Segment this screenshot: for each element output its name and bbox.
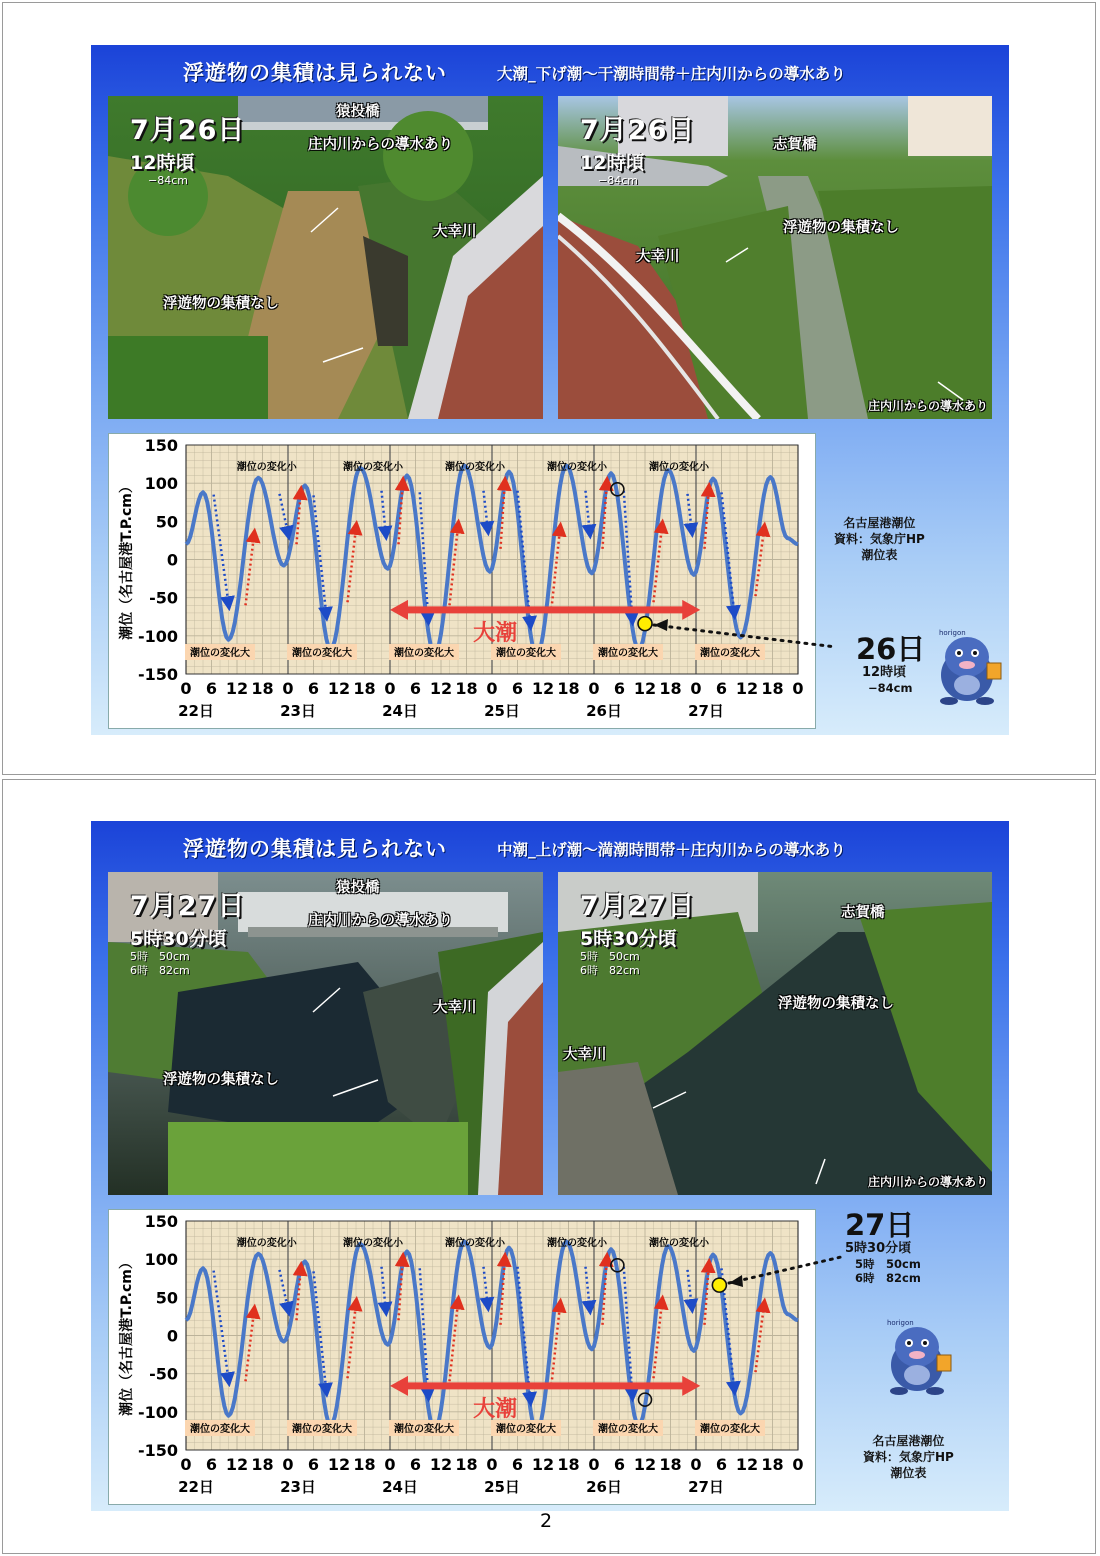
- mascot-icon: [931, 623, 1009, 705]
- photo-time: 12時頃: [580, 152, 645, 174]
- small-change-label: 潮位の変化小: [343, 462, 403, 473]
- x-tick-label: 18: [557, 679, 580, 698]
- x-tick-label: 0: [486, 679, 498, 698]
- x-tick-label: 6: [307, 679, 320, 698]
- x-tick-label: 12: [327, 679, 351, 698]
- large-change-label: 潮位の変化大: [598, 648, 658, 659]
- small-change-label: 潮位の変化小: [649, 462, 709, 473]
- x-tick-label: 0: [384, 1455, 396, 1474]
- time-callout: [845, 1209, 921, 1285]
- small-change-label: 潮位の変化小: [547, 1238, 607, 1249]
- x-tick-label: 0: [792, 1455, 804, 1474]
- x-tick-label: 6: [205, 1455, 218, 1474]
- large-change-label: 潮位の変化大: [598, 1424, 658, 1435]
- x-tick-label: 18: [251, 1455, 274, 1474]
- photo-tide-reading: 5時 50cm: [130, 950, 190, 963]
- photo-time: 12時頃: [130, 152, 195, 174]
- x-day-label: 26日: [586, 702, 622, 720]
- inflow-label: 庄内川からの導水あり: [868, 399, 989, 413]
- large-change-label: 潮位の変化大: [292, 1424, 352, 1435]
- x-day-label: 27日: [688, 702, 724, 720]
- x-day-label: 26日: [586, 1478, 622, 1496]
- callout-time: 12時頃: [862, 665, 907, 680]
- debris-note-label: 浮遊物の集積なし: [783, 220, 899, 236]
- photo-tide-reading: 5時 50cm: [580, 950, 640, 963]
- spring-tide-label: 大潮: [473, 620, 518, 646]
- x-day-label: 24日: [382, 1478, 418, 1496]
- x-tick-label: 0: [588, 679, 600, 698]
- x-tick-label: 12: [225, 679, 249, 698]
- x-tick-label: 12: [531, 679, 555, 698]
- x-tick-label: 6: [307, 1455, 320, 1474]
- x-tick-label: 12: [633, 1455, 657, 1474]
- y-tick-label: 100: [144, 474, 178, 494]
- y-tick-label: -100: [137, 1402, 178, 1422]
- page-number: 2: [540, 1510, 553, 1532]
- x-tick-label: 6: [205, 679, 218, 698]
- debris-note-label: 浮遊物の集積なし: [778, 996, 894, 1012]
- small-change-label: 潮位の変化小: [445, 462, 505, 473]
- x-day-label: 27日: [688, 1478, 724, 1496]
- inflow-label: 庄内川からの導水あり: [308, 137, 453, 153]
- y-tick-label: -150: [137, 665, 178, 684]
- x-tick-label: 12: [429, 679, 453, 698]
- debris-note-label: 浮遊物の集積なし: [163, 296, 279, 312]
- large-change-label: 潮位の変化大: [190, 1424, 250, 1435]
- large-change-label: 潮位の変化大: [700, 648, 760, 659]
- slide-title: 浮遊物の集積は見られない: [183, 837, 447, 861]
- large-change-label: 潮位の変化大: [394, 1424, 454, 1435]
- horigon-mascot: [931, 623, 1009, 705]
- x-tick-label: 18: [353, 679, 376, 698]
- x-tick-label: 12: [735, 679, 759, 698]
- river-label: 大幸川: [563, 1047, 607, 1063]
- x-tick-label: 18: [659, 679, 682, 698]
- bridge-label: 猿投橋: [336, 880, 380, 896]
- y-tick-label: 100: [144, 1250, 178, 1270]
- bridge-label: 志賀橋: [841, 905, 885, 921]
- mascot-label: horigon: [887, 1319, 914, 1327]
- x-tick-label: 6: [613, 1455, 626, 1474]
- x-tick-label: 0: [588, 1455, 600, 1474]
- slide-2: [91, 821, 1009, 1511]
- slide-1: [91, 45, 1009, 735]
- slide-subtitle: 中潮_上げ潮～満潮時間帯＋庄内川からの導水あり: [497, 841, 846, 859]
- mascot-label: horigon: [939, 629, 966, 637]
- callout-time: 5時30分頃: [845, 1241, 912, 1256]
- x-tick-label: 0: [690, 1455, 702, 1474]
- photo-date: 7月26日: [580, 115, 696, 146]
- photo-date: 7月26日: [130, 115, 246, 146]
- x-tick-label: 6: [409, 679, 422, 698]
- callout-day: 26日: [856, 632, 926, 666]
- x-tick-label: 18: [761, 679, 784, 698]
- y-tick-label: -150: [137, 1441, 178, 1460]
- x-tick-label: 6: [613, 679, 626, 698]
- x-tick-label: 6: [511, 1455, 524, 1474]
- x-tick-label: 6: [715, 1455, 728, 1474]
- x-day-label: 25日: [484, 1478, 520, 1496]
- photo-date: 7月27日: [130, 891, 246, 922]
- x-tick-label: 0: [792, 679, 804, 698]
- source-line: 名古屋港潮位: [843, 516, 916, 530]
- source-note: [863, 1433, 954, 1481]
- x-tick-label: 0: [384, 679, 396, 698]
- small-change-label: 潮位の変化小: [236, 1238, 297, 1249]
- x-tick-label: 18: [251, 679, 274, 698]
- y-tick-label: 150: [144, 1212, 178, 1231]
- small-change-label: 潮位の変化小: [343, 1238, 403, 1249]
- bridge-label: 志賀橋: [773, 137, 817, 153]
- x-tick-label: 0: [690, 679, 702, 698]
- river-label: 大幸川: [433, 224, 477, 240]
- x-tick-label: 18: [455, 1455, 478, 1474]
- river-label: 大幸川: [433, 1000, 477, 1016]
- small-change-label: 潮位の変化小: [649, 1238, 709, 1249]
- x-tick-label: 6: [715, 679, 728, 698]
- y-tick-label: 50: [155, 1288, 178, 1308]
- x-tick-label: 0: [282, 1455, 294, 1474]
- river-label: 大幸川: [636, 249, 680, 265]
- small-change-label: 潮位の変化小: [236, 462, 297, 473]
- debris-note-label: 浮遊物の集積なし: [163, 1072, 279, 1088]
- inflow-label: 庄内川からの導水あり: [308, 913, 453, 929]
- mascot-icon: [883, 1315, 961, 1397]
- x-tick-label: 18: [353, 1455, 376, 1474]
- y-tick-label: -50: [149, 588, 178, 608]
- source-line: 潮位表: [890, 1466, 927, 1480]
- large-change-label: 潮位の変化大: [394, 648, 454, 659]
- slide-title: 浮遊物の集積は見られない: [183, 61, 447, 85]
- x-tick-label: 6: [409, 1455, 422, 1474]
- x-day-label: 23日: [280, 702, 316, 720]
- source-line: 資料：気象庁HP: [863, 1450, 954, 1464]
- x-tick-label: 12: [531, 1455, 555, 1474]
- x-tick-label: 12: [327, 1455, 351, 1474]
- large-change-label: 潮位の変化大: [292, 648, 352, 659]
- x-day-label: 23日: [280, 1478, 316, 1496]
- large-change-label: 潮位の変化大: [496, 1424, 556, 1435]
- x-tick-label: 0: [486, 1455, 498, 1474]
- x-tick-label: 18: [659, 1455, 682, 1474]
- source-line: 資料：気象庁HP: [834, 532, 925, 546]
- x-tick-label: 0: [180, 679, 192, 698]
- photo-tide-reading: 6時 82cm: [130, 964, 190, 977]
- y-tick-label: 0: [166, 1326, 178, 1346]
- slide-subtitle: 大潮_下げ潮～干潮時間帯＋庄内川からの導水あり: [497, 65, 846, 83]
- x-tick-label: 18: [455, 679, 478, 698]
- callout-tide: 6時 82cm: [855, 1271, 921, 1285]
- x-tick-label: 0: [180, 1455, 192, 1474]
- x-day-label: 24日: [382, 702, 418, 720]
- time-callout: [856, 633, 925, 695]
- y-tick-label: 0: [166, 550, 178, 570]
- x-tick-label: 0: [282, 679, 294, 698]
- source-line: 潮位表: [861, 548, 898, 562]
- x-day-label: 25日: [484, 702, 520, 720]
- y-axis-label: 潮位（名古屋港T.P.cm）: [119, 1255, 135, 1416]
- y-tick-label: -50: [149, 1364, 178, 1384]
- x-tick-label: 6: [511, 679, 524, 698]
- spring-tide-label: 大潮: [473, 1396, 518, 1422]
- x-day-label: 22日: [178, 702, 214, 720]
- x-tick-label: 18: [557, 1455, 580, 1474]
- large-change-label: 潮位の変化大: [496, 648, 556, 659]
- photo-tide-reading: −84cm: [598, 174, 638, 187]
- x-tick-label: 12: [225, 1455, 249, 1474]
- photo-tide-reading: −84cm: [148, 174, 188, 187]
- inflow-label: 庄内川からの導水あり: [868, 1175, 989, 1189]
- y-tick-label: 50: [155, 512, 178, 532]
- large-change-label: 潮位の変化大: [700, 1424, 760, 1435]
- callout-day: 27日: [845, 1208, 915, 1242]
- y-tick-label: -100: [137, 626, 178, 646]
- large-change-label: 潮位の変化大: [190, 648, 250, 659]
- small-change-label: 潮位の変化小: [547, 462, 607, 473]
- horigon-mascot: [883, 1315, 961, 1397]
- callout-pointer: [91, 821, 1009, 1511]
- y-tick-label: 150: [144, 436, 178, 455]
- photo-date: 7月27日: [580, 891, 696, 922]
- small-change-label: 潮位の変化小: [445, 1238, 505, 1249]
- photo-tide-reading: 6時 82cm: [580, 964, 640, 977]
- bridge-label: 猿投橋: [336, 104, 380, 120]
- source-line: 名古屋港潮位: [872, 1434, 945, 1448]
- photo-time: 5時30分頃: [130, 928, 227, 950]
- x-tick-label: 12: [735, 1455, 759, 1474]
- x-tick-label: 18: [761, 1455, 784, 1474]
- y-axis-label: 潮位（名古屋港T.P.cm）: [119, 479, 135, 640]
- x-day-label: 22日: [178, 1478, 214, 1496]
- x-tick-label: 12: [429, 1455, 453, 1474]
- photo-time: 5時30分頃: [580, 928, 677, 950]
- callout-tide: −84cm: [868, 681, 913, 695]
- x-tick-label: 12: [633, 679, 657, 698]
- callout-tide: 5時 50cm: [855, 1257, 921, 1271]
